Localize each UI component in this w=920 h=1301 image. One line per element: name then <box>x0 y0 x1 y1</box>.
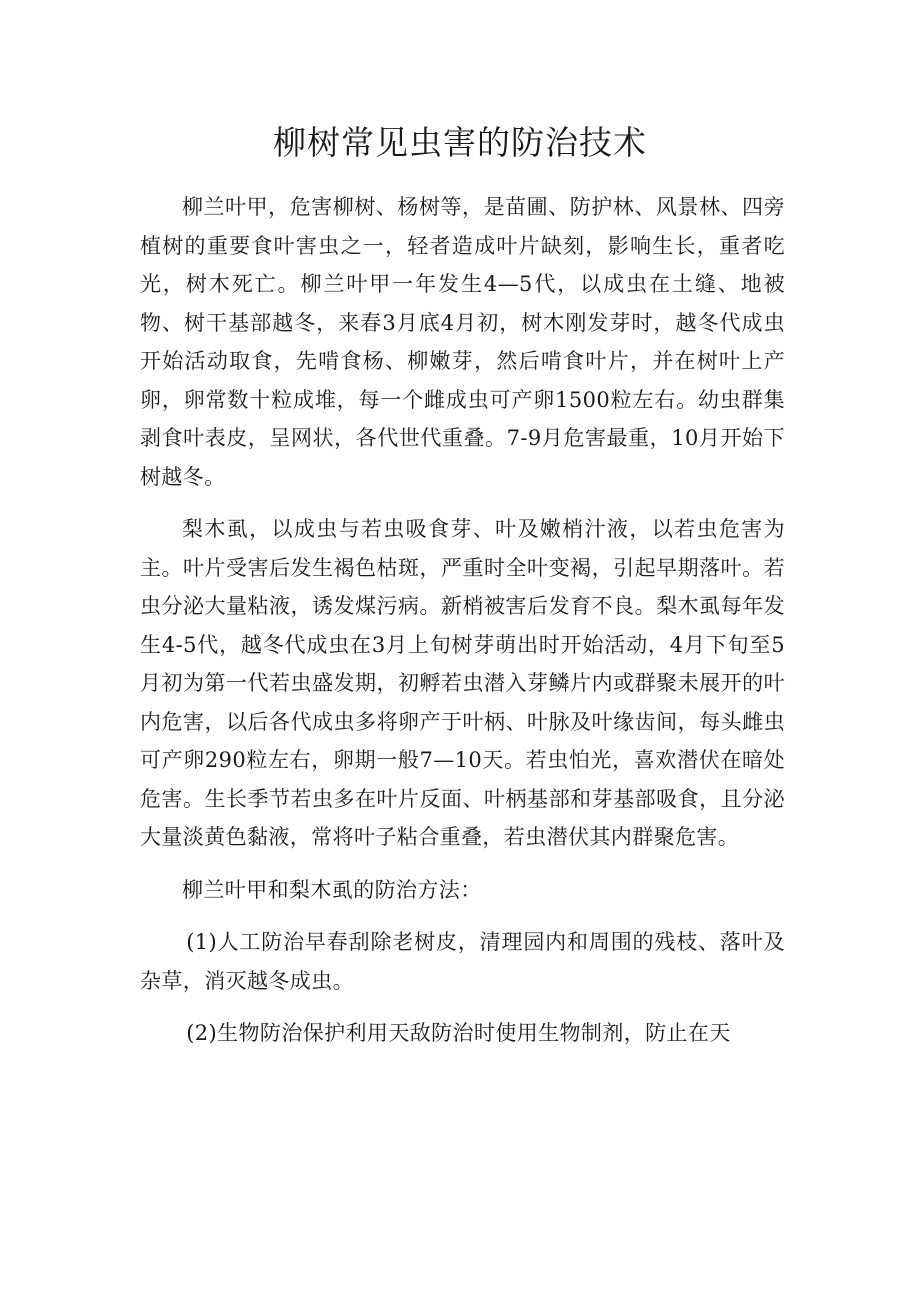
paragraph-control-methods-heading: 柳兰叶甲和梨木虱的防治方法： <box>182 877 482 902</box>
paragraph-biological-control: (2)生物防治保护利用天敌防治时使用生物制剂，防止在天 <box>186 1021 731 1045</box>
document-title: 柳树常见虫害的防治技术 <box>273 123 647 162</box>
paragraph-willow-leaf-beetle: 柳兰叶甲，危害柳树、杨树等，是苗圃、防护林、风景林、四旁植树的重要食叶害虫之一，轻者造成叶片缺刻，影响生长，重者吃光，树木死亡。柳兰叶甲一年发生4—5代，以成虫在土缝、地被物、树干基部越冬，来春3月底4月初，树木刚发芽时，越冬代成虫开始活动取食，先啃食杨、柳嫩芽，然后啃食叶片，并在树叶上产卵，卵常数十粒成堆，每一个雌成虫可产卵1500粒左右。幼虫群集剥食叶表皮，呈网状，各代世代重叠。7-9月危害最重，10月开始下树越冬。 <box>140 195 785 489</box>
paragraph-pear-psylla: 梨木虱，以成虫与若虫吸食芽、叶及嫩梢汁液，以若虫危害为主。叶片受害后发生褐色枯斑，严重时全叶变褐，引起早期落叶。若虫分泌大量粘液，诱发煤污病。新梢被害后发育不良。梨木虱每年发生4-5代，越冬代成虫在3月上旬树芽萌出时开始活动，4月下旬至5月初为第一代若虫盛发期，初孵若虫潜入芽鳞片内或群聚未展开的叶内危害，以后各代成虫多将卵产于叶柄、叶脉及叶缘齿间，每头雌虫可产卵290粒左右，卵期一般7—10天。若虫怕光，喜欢潜伏在暗处危害。生长季节若虫多在叶片反面、叶柄基部和芽基部吸食，且分泌大量淡黄色黏液，常将叶子粘合重叠，若虫潜伏其内群聚危害。 <box>140 517 785 849</box>
document-body <box>140 188 785 1067</box>
paragraph-manual-control: (1)人工防治早春刮除老树皮，清理园内和周围的残枝、落叶及杂草，消灭越冬成虫。 <box>140 930 785 993</box>
